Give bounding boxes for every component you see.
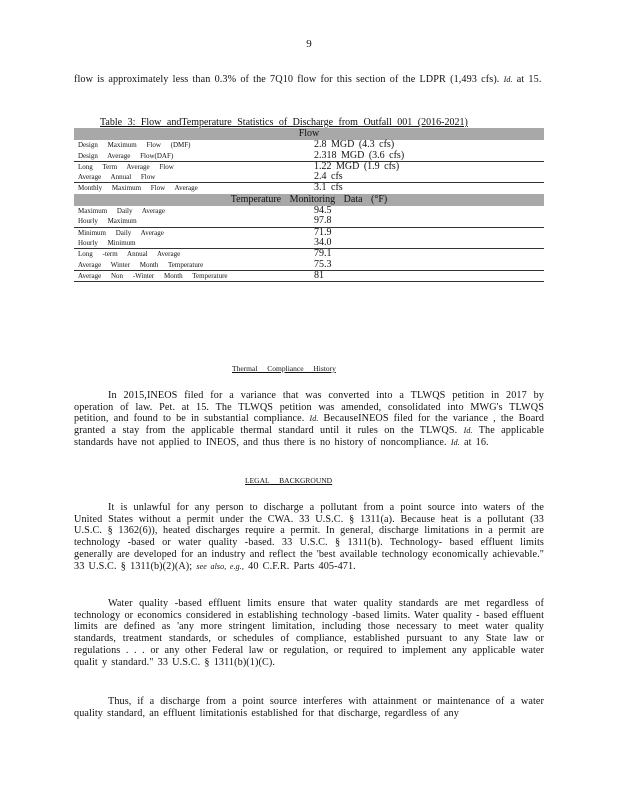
- row-label: Design Average Flow(DAF): [78, 151, 174, 160]
- row-label: Average Non -Winter Month Temperature: [74, 270, 310, 281]
- table-row: [74, 227, 544, 238]
- table-row: [74, 249, 544, 260]
- thermal-text-3: The applicable standards have not applied to INEOS, and thus there is no history of noncompliance.: [74, 425, 545, 448]
- row-value: 79.1: [310, 249, 544, 260]
- thermal-text-1: In 2015,INEOS filed for a variance that was converted into a TLWQS petition in 2017 by operation of law. Pet. at 15. The TLWQS petition was amended, consolidated into MWG's TLWQS petition, and found to be in substantial compliance.: [74, 390, 544, 425]
- legal-text-1a: It is unlawful for any person to discharge a pollutant from a point source into waters of the United States without a permit under the CWA. 33 U.S.C. § 1311(a). Because heat is a pollutant (33 U.S.C. § 1362(6)), heated discharges require a permit. In general, discharge limitations in a permit are technology -based or water quality -based. 33 U.S.C. § 1311(b). Technology- based effluent limits generally are developed for an industry and reflect the 'best available technology economically achievable." 33 U.S.C. § 1311(b)(2)(A);: [74, 502, 544, 572]
- flow-header: Flow: [74, 128, 544, 140]
- thermal-citation-3: Id.: [450, 437, 460, 447]
- table-row: [74, 216, 544, 227]
- legal-paragraph-2: [74, 598, 544, 668]
- table-row: [74, 151, 544, 162]
- legal-paragraph-1: [74, 502, 544, 572]
- table-row: [74, 206, 544, 216]
- intro-text: flow is approximately less than 0.3% of the 7Q10 flow for this section of the LDPR (1,493 cfs).: [74, 74, 500, 85]
- row-value: 75.3: [314, 258, 332, 270]
- row-label: Long -term Annual Average: [74, 249, 310, 260]
- thermal-citation-1: Id.: [309, 414, 319, 424]
- discharge-statistics-table: [74, 128, 544, 282]
- row-value: 97.8: [314, 215, 332, 227]
- legal-background-heading: LEGAL BACKGROUND: [245, 476, 333, 485]
- row-label: Hourly Maximum: [78, 217, 137, 226]
- thermal-compliance-heading: Thermal Compliance History: [232, 364, 336, 373]
- row-label: Design Maximum Flow (DMF): [78, 141, 191, 150]
- row-value: 3.1 cfs: [310, 183, 544, 194]
- row-label: Hourly Minimum: [78, 238, 136, 247]
- thermal-text-2: BecauseINEOS filed for the variance , the Board granted a stay from the applicable thermal standard until it rules on the TLWQS.: [74, 413, 545, 437]
- row-value: 71.9: [310, 227, 544, 238]
- row-value: 1.22 MGD (1.9 cfs): [310, 161, 544, 172]
- intro-citation-tail: at 15.: [516, 74, 542, 85]
- row-label: Maximum Daily Average: [78, 207, 166, 216]
- legal-citation-1: see also, e.g.,: [196, 561, 244, 571]
- table-row: [74, 238, 544, 249]
- legal-paragraph-3: [74, 696, 544, 719]
- legal-text-2: Water quality -based effluent limits ensure that water quality standards are met regardless of technology or economics considered in establishing technology -based limits. Water quality - based effluent limits are defined as 'any more stringent limitation, including those necessary to meet water quality standards, treatment standards, or schedules of compliance, established pursuant to any State law or regulations . . . or any other Federal law or regulation, or required to implement any applicable water qualit y standard." 33 U.S.C. § 1311(b)(1)(C).: [74, 598, 544, 668]
- row-label: Average Annual Flow: [78, 173, 156, 182]
- legal-text-1b: 40 C.F.R. Parts 405-471.: [248, 560, 356, 572]
- thermal-citation-tail: at 16.: [463, 436, 489, 448]
- row-value: 2.4 cfs: [314, 171, 343, 183]
- intro-citation: Id.: [503, 75, 513, 84]
- table-row: [74, 172, 544, 183]
- page-number: 9: [306, 38, 312, 50]
- table-row: [74, 270, 544, 281]
- row-value: 94.5: [314, 205, 332, 217]
- table-section-header-row: [74, 194, 544, 206]
- table-title: Table 3: Flow andTemperature Statistics of Discharge from Outfall 001 (2016-2021): [100, 117, 468, 128]
- temperature-header: Temperature Monitoring Data (°F): [74, 194, 544, 206]
- row-label: Long Term Average Flow: [74, 161, 310, 172]
- row-value: 2.318 MGD (3.6 cfs): [314, 149, 405, 161]
- thermal-citation-2: Id.: [463, 426, 473, 436]
- intro-paragraph: [74, 74, 544, 86]
- row-label: Monthly Maximum Flow Average: [74, 183, 310, 194]
- thermal-compliance-paragraph: [74, 390, 544, 449]
- row-value: 81: [310, 270, 544, 281]
- table-row: [74, 161, 544, 172]
- row-value: 2.8 MGD (4.3 cfs): [314, 139, 395, 151]
- table-row: [74, 260, 544, 271]
- table-row: [74, 140, 544, 150]
- row-label: Minimum Daily Average: [74, 227, 310, 238]
- table-section-header-row: [74, 128, 544, 140]
- legal-text-3: Thus, if a discharge from a point source interferes with attainment or maintenance of a water quality standard, an effluent limitationis established for that discharge, regardless of any: [74, 696, 544, 719]
- row-value: 34.0: [314, 236, 332, 248]
- table-row: [74, 183, 544, 194]
- row-label: Average Winter Month Temperature: [78, 260, 204, 269]
